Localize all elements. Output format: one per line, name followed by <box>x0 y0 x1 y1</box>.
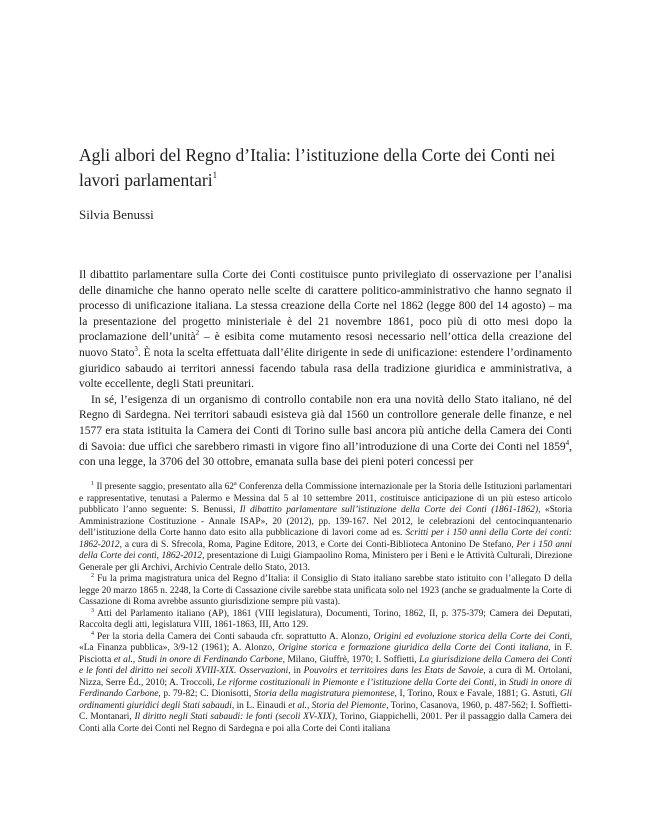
footnote-2: $^2$ Fu la prima magistratura unica del Regno d’Italia: il Consiglio di Stato italiano sarebbe stato istituito con l’allegato D della legge 20 marzo 1865 n. 2248, la Corte di Cassazione civile sarebbe stata unificata solo nel 1923 (anche se gradualmente la Corte di Cassazione di Roma avrebbe assunto giurisdizione sempre più vasta). <box>79 573 573 607</box>
body-text <box>79 268 572 471</box>
footnote-ref-4[interactable]: 4 <box>565 438 570 447</box>
article-title <box>79 145 579 190</box>
title-footnote-ref[interactable]: 1 <box>212 170 218 180</box>
footnote-ref-2[interactable]: 2 <box>195 329 200 338</box>
footnote-1: $^1$ Il presente saggio, presentato alla 62$^a$ Conferenza della Commissione internazionale per la Storia delle Istituzioni parlamentari e rappresentative, tenutasi a Palermo e Messina dal 5 al 10 settembre 2011, costituisce anticipazione di un più esteso articolo pubblicato l’anno seguente: S. Benussi, Il dibattito parlamentare sull’istituzione della Corte dei Conti (1861-1862), «Storia Amministrazione Costituzione - Annale ISAP», 20 (2012), pp. 139-167. Nel 2012, le celebrazioni del centocinquantenario dell’istituzione della Corte hanno dato esito alla pubblicazione di lavori come ad es. Scritti per i 150 anni della Corte dei conti: 1862-2012, a cura di S. Sfrecola, Roma, Pagine Editore, 2013, e Corte dei Conti-Biblioteca Antonino De Stefano, Per i 150 anni della Corte dei conti, 1862-2012, presentazione di Luigi Giampaolino Roma, Ministero per i Beni e le Attività Culturali, Direzione Generale per gli Archivi, Archivio Centrale dello Stato, 2013. <box>79 481 573 573</box>
footnote-3: $^3$ Atti del Parlamento italiano (AP), 1861 (VIII legislatura), Documenti, Torino, 1862, II, p. 375-379; Camera dei Deputati, Raccolta degli atti, legislatura VIII, 1861-1863, III, Atto 129. <box>79 607 572 630</box>
author-name: Silvia Benussi <box>79 207 154 222</box>
title-text: Agli albori del Regno d’Italia: l’istituzione della Corte dei Conti nei lavori parlamentari <box>79 145 556 190</box>
paragraph-1: Il dibattito parlamentare sulla Corte dei Conti costituisce punto privilegiato di osservazione per l’analisi delle dinamiche che hanno operato nelle scelte di carattere politico-amministrativo che hanno segnato il processo di unificazione italiana. La stessa creazione della Corte nel 1862 (legge 800 del 14 agosto) – ma la presentazione del progetto ministeriale è del 21 novembre 1861, poco più di otto mesi dopo la proclamazione dell’unità$^2$ – è esibita come mutamento resosi necessario nell’ottica della creazione del nuovo Stato$^3$. È nota la scelta effettuata dall’élite dirigente in sede di unificazione: estendere l’ordinamento giuridico sabaudo ai territori annessi facendo tabula rasa della tradizione giuridica e amministrativa, a volte eccellente, degli Stati preunitari. <box>79 269 572 391</box>
footnote-4: $^4$ Per la storia della Camera dei Conti sabauda cfr. soprattutto A. Alonzo, Origini ed evoluzione storica della Corte dei Conti, «La Finanza pubblica», 3/9-12 (1961); A. Alonzo, Origine storica e formazione giuridica della Corte dei Conti italiana, in F. Pisciotta et al., Studi in onore di Ferdinando Carbone, Milano, Giuffrè, 1970; I. Soffietti, La giurisdizione della Camera dei Conti e le fonti del diritto nei secoli XVIII-XIX. Osservazioni, in Pouvoirs et territoires dans les Etats de Savoie, a cura di M. Ortolani, Nizza, Serre Éd., 2010; A. Troccoli, Le riforme costituzionali in Piemonte e l’istituzione della Corte dei Conti, in Studi in onore di Ferdinando Carbone, p. 79-82; C. Dionisotti, Storia della magistratura piemontese, I, Torino, Roux e Favale, 1881; G. Astuti, Gli ordinamenti giuridici degli Stati sabaudi, in L. Einaudi et al., Storia del Piemonte, Torino, Casanova, 1960, p. 487-562; I. Soffietti-C. Montanari, Il diritto negli Stati sabaudi: le fonti (secoli XV-XIX), Torino, Giappichelli, 2001. Per il passaggio dalla Camera dei Conti alla Corte dei Conti nel Regno di Sardegna e poi alla Corte dei Conti italiana <box>79 630 573 734</box>
paragraph-2: In sé, l’esigenza di un organismo di controllo contabile non era una novità dello Stato italiano, né del Regno di Sardegna. Nei territori sabaudi esisteva già dal 1560 un controllore generale delle finanze, e nel 1577 era stata istituita la Camera dei Conti di Torino sulle basi ancora più antiche della Camera dei Conti di Savoia: due uffici che sarebbero rimasti in vigore fino all’introduzione di una Corte dei Conti nel 1859$^4$, con una legge, la 3706 del 30 ottobre, emanata sulla base dei pieni poteri concessi per <box>79 393 572 469</box>
footnote-ref-3[interactable]: 3 <box>134 344 138 353</box>
footnotes <box>79 482 572 735</box>
